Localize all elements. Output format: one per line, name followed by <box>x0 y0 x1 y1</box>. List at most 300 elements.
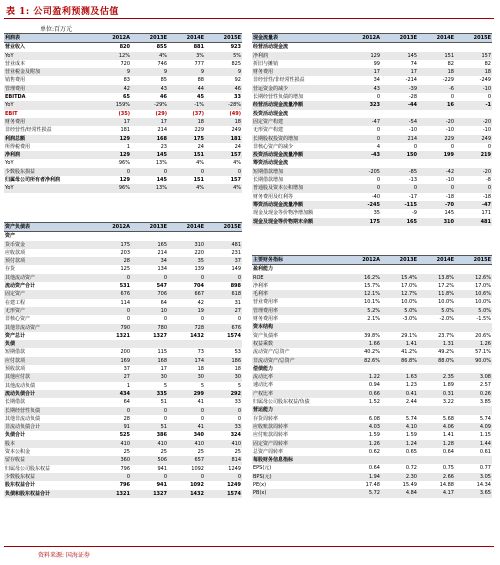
cell-value: 9 <box>205 68 242 76</box>
cell-value: 229 <box>194 127 204 134</box>
cell-value: 531 <box>119 283 130 290</box>
cell-value: 9 <box>94 68 131 76</box>
cell-value: (35) <box>118 110 130 117</box>
cell-value: 0 <box>450 94 454 101</box>
table-row <box>252 52 492 60</box>
cell-value <box>418 365 455 373</box>
row-label: 股本 <box>4 440 94 448</box>
table-title: 资产负债表 <box>4 223 94 232</box>
table-row <box>4 232 242 241</box>
cell-value: 17 <box>160 366 167 373</box>
row-label: 盈利能力 <box>253 266 274 273</box>
cell-value <box>455 323 492 331</box>
cell-value: -10 <box>408 127 417 134</box>
table-row <box>252 406 492 414</box>
cell-value: 13% <box>155 160 167 167</box>
cell-value: 0.62 <box>368 448 380 455</box>
cell-value: 145 <box>131 151 168 159</box>
cell-value: 1.94 <box>344 473 381 481</box>
cell-value: 0.77 <box>479 465 491 472</box>
cell-value: 12.1% <box>344 290 381 298</box>
cell-value: 4.17 <box>418 489 455 497</box>
row-label: 非核心资产 <box>5 316 31 323</box>
table-row <box>252 110 492 118</box>
cell-value: 3.85 <box>479 399 491 406</box>
cell-value: 200 <box>120 349 130 356</box>
table-row <box>252 68 492 76</box>
cell-value: 88.0% <box>418 357 455 365</box>
table-row <box>4 407 242 415</box>
row-label: 折旧与摊销 <box>253 60 279 67</box>
cell-value: 15.4% <box>381 274 418 282</box>
table-row <box>4 257 242 265</box>
cell-value: 28 <box>94 257 131 265</box>
row-label: YoY <box>4 184 94 192</box>
cell-value: 64 <box>123 399 130 406</box>
balance-sheet-panel <box>4 222 242 498</box>
year-header: 2012A <box>94 223 131 232</box>
row-label: 固定资产构建 <box>252 118 344 126</box>
table-row <box>4 398 242 406</box>
row-label: 应收账款周转率 <box>252 423 344 431</box>
row-label: 投资活动现金流 <box>253 110 289 117</box>
row-label: 现金及现金等价物净增加额 <box>253 210 314 217</box>
cell-value: 2.1% <box>367 316 380 323</box>
cell-value: 11.8% <box>418 290 455 298</box>
cell-value: 114 <box>120 299 130 306</box>
table-row <box>4 76 242 84</box>
row-label: 速动比率 <box>253 382 274 389</box>
row-label: 营运资金的减少 <box>252 85 344 93</box>
cell-value <box>455 265 492 274</box>
cell-value: -47 <box>455 201 492 209</box>
cell-value: 82.6% <box>344 357 381 365</box>
cell-value: 1.59 <box>368 432 380 439</box>
row-label: 流动比率 <box>252 373 344 381</box>
cell-value: 17.48 <box>365 482 380 489</box>
cell-value: 0 <box>200 316 204 323</box>
cell-value: 1 <box>126 143 130 150</box>
table-row <box>252 373 492 381</box>
table-row <box>4 290 242 298</box>
cell-value: 30 <box>131 373 168 381</box>
row-label: 净利润 <box>4 151 94 159</box>
cell-value <box>131 232 168 241</box>
table-row <box>252 135 492 143</box>
row-label: 在建工程 <box>5 299 26 306</box>
table-row <box>4 282 242 290</box>
cell-value: 91 <box>94 423 131 431</box>
cell-value: 10.0% <box>475 299 491 306</box>
table-row <box>252 168 492 176</box>
table-row <box>4 241 242 249</box>
table-title: 主要财务指标 <box>252 256 344 265</box>
cell-value: 525 <box>119 432 130 439</box>
cell-value: 2.35 <box>418 373 455 381</box>
cell-value: 37 <box>123 366 130 373</box>
row-label: 无形资产 <box>4 307 94 315</box>
cell-value: 199 <box>418 151 455 159</box>
cell-value: 941 <box>157 465 167 472</box>
cell-value: -115 <box>381 201 418 209</box>
cell-value: 145 <box>381 52 418 60</box>
table-row <box>252 282 492 290</box>
cell-value: 704 <box>193 283 204 290</box>
cell-value: -47 <box>344 118 381 126</box>
cell-value: 5 <box>200 382 204 389</box>
source-note: 资料来源: 国海证券 <box>38 552 90 559</box>
cell-value: 1.52 <box>368 399 380 406</box>
table-row <box>4 415 242 423</box>
row-label: 财务费用 <box>4 118 94 126</box>
row-label: 长期经营性负债 <box>4 407 94 415</box>
table-row <box>4 93 242 101</box>
cell-value <box>344 43 381 52</box>
cell-value: 92 <box>234 77 241 84</box>
cell-value: 35 <box>373 210 380 217</box>
cell-value: -40 <box>371 193 380 200</box>
year-header: 2014E <box>168 34 205 43</box>
row-label: 长期股权投资的增加 <box>252 135 344 143</box>
table-row <box>252 440 492 448</box>
cell-value: 25 <box>123 449 130 456</box>
cell-value: 83 <box>123 77 130 84</box>
table-row <box>4 365 242 373</box>
table-row <box>252 332 492 340</box>
cell-value: 42 <box>197 299 204 306</box>
table-row <box>4 431 242 439</box>
cell-value: 1321 <box>116 332 130 339</box>
cell-value: 46 <box>160 94 167 101</box>
cell-value: 410 <box>168 440 205 448</box>
balance-table <box>4 222 242 498</box>
cell-value <box>344 159 381 167</box>
cell-value: 15.7% <box>364 282 380 289</box>
table-row <box>252 151 492 159</box>
cell-value: 25 <box>197 449 204 456</box>
cell-value <box>205 340 242 348</box>
year-header: 2015E <box>455 256 492 265</box>
cell-value: 13.8% <box>418 274 455 282</box>
table-row <box>252 76 492 84</box>
cell-value: 27 <box>205 307 242 315</box>
cell-value: 175 <box>94 241 131 249</box>
cell-value: 720 <box>120 60 130 67</box>
cell-value: 410 <box>205 440 242 448</box>
cell-value: 676 <box>205 324 242 332</box>
cell-value <box>168 232 205 241</box>
cell-value: 1249 <box>227 482 241 489</box>
row-label: 所得税费用 <box>5 143 31 150</box>
cell-value: 4.06 <box>418 423 455 431</box>
table-row <box>4 101 242 109</box>
table-row <box>4 85 242 93</box>
cell-value: 41 <box>168 423 205 431</box>
cell-value: -17 <box>408 193 417 200</box>
cell-value: 0.64 <box>442 448 454 455</box>
table-row <box>252 481 492 489</box>
cell-value: 3% <box>168 52 205 60</box>
cell-value: 45 <box>197 94 204 101</box>
row-label: 负债和股东权益合计 <box>4 490 94 498</box>
cell-value <box>418 265 455 274</box>
cell-value <box>455 365 492 373</box>
cell-value: 820 <box>119 44 130 51</box>
cell-value: (29) <box>155 110 167 117</box>
cell-value: 2.57 <box>479 382 491 389</box>
cell-value: 5.2% <box>344 307 381 315</box>
row-label: 净利润 <box>252 52 344 60</box>
row-label: 股东权益合计 <box>5 482 36 489</box>
cell-value: 16 <box>418 101 455 109</box>
table-row <box>252 176 492 184</box>
cell-value: 18 <box>418 68 455 76</box>
table-row <box>4 423 242 431</box>
cell-value: 4% <box>168 184 205 192</box>
cell-value: 17 <box>344 68 381 76</box>
cell-value: 0 <box>126 316 130 323</box>
cell-value: (49) <box>229 110 241 117</box>
cell-value: 1.26 <box>455 340 492 348</box>
cell-value: -43 <box>344 151 381 159</box>
cell-value: 728 <box>168 324 205 332</box>
cell-value: -42 <box>418 168 455 176</box>
cell-value: 657 <box>168 456 205 464</box>
cell-value: 5.0% <box>455 307 492 315</box>
row-label: 管理费用率 <box>252 307 344 315</box>
cell-value: -18 <box>482 193 491 200</box>
row-label: 非经营性/经常性损益 <box>5 127 52 134</box>
table-row <box>4 390 242 398</box>
cell-value: 1.41 <box>381 340 418 348</box>
year-header: 2014E <box>168 223 205 232</box>
row-label: EBIT <box>5 110 18 117</box>
cell-value: 43 <box>344 85 381 93</box>
year-header: 2013E <box>131 34 168 43</box>
cell-value: 292 <box>205 390 242 398</box>
cell-value <box>344 110 381 118</box>
year-header: 2013E <box>381 256 418 265</box>
table-row <box>4 60 242 68</box>
cell-value: 1 <box>126 382 130 389</box>
row-label: 毛利率 <box>252 290 344 298</box>
cell-value <box>381 456 418 464</box>
cell-value: 139 <box>194 266 204 273</box>
cell-value: 4.09 <box>455 423 492 431</box>
cell-value: 0 <box>450 143 454 150</box>
cell-value: 231 <box>231 249 241 256</box>
table-row <box>252 201 492 209</box>
cell-value: 1574 <box>205 490 242 498</box>
row-label: 管理费用 <box>4 85 94 93</box>
row-label: 营业税金及附加 <box>4 68 94 76</box>
row-label: 长期借款 <box>5 399 26 406</box>
row-label: 净利率 <box>253 282 269 289</box>
cell-value: 27 <box>94 373 131 381</box>
cell-value: 99 <box>373 60 380 67</box>
table-row <box>4 490 242 498</box>
cell-value <box>455 406 492 414</box>
cell-value: 42 <box>94 85 131 93</box>
cell-value <box>455 159 492 167</box>
cell-value: 74 <box>410 60 417 67</box>
cell-value: 86.8% <box>381 357 418 365</box>
cell-value: 481 <box>205 241 242 249</box>
row-label: 负债合计 <box>5 432 26 439</box>
cell-value: 175 <box>168 135 205 143</box>
table-header-row <box>252 256 492 265</box>
cell-value: 9 <box>131 68 168 76</box>
cell-value: 5.74 <box>479 415 491 422</box>
row-label: 投资活动现金流量净额 <box>252 151 344 159</box>
cell-value: 17.0% <box>401 282 417 289</box>
cell-value: 41.2% <box>401 349 417 356</box>
table-row <box>4 118 242 126</box>
cell-value: 0 <box>344 135 381 143</box>
cell-value: 157 <box>205 151 242 159</box>
table-row <box>4 299 242 307</box>
row-label: 预付款项 <box>4 257 94 265</box>
cell-value: 229 <box>418 135 455 143</box>
cell-value: 115 <box>157 349 167 356</box>
cell-value: 340 <box>193 432 204 439</box>
cell-value: 0 <box>131 168 168 176</box>
row-label: 其他流动负债 <box>5 382 36 389</box>
row-label: 流动负债合计 <box>4 390 94 398</box>
row-label: YoY <box>5 160 14 167</box>
cell-value: 24 <box>234 143 241 150</box>
cell-value: 4.10 <box>381 423 418 431</box>
table-row <box>252 85 492 93</box>
cell-value: 150 <box>381 151 418 159</box>
cell-value: 0 <box>376 177 380 184</box>
cell-value: 145 <box>156 177 167 184</box>
cell-value: 12.7% <box>381 290 418 298</box>
cell-value: 410 <box>94 440 131 448</box>
table-row <box>252 307 492 315</box>
cell-value: 44 <box>168 85 205 93</box>
row-label: ROE <box>252 274 344 282</box>
cell-value <box>381 265 418 274</box>
row-label: 无形资产构建 <box>253 127 284 134</box>
cell-value: 0 <box>168 274 205 282</box>
cell-value: 10.0% <box>401 299 417 306</box>
cell-value: 0.94 <box>368 382 380 389</box>
cell-value <box>381 406 418 414</box>
cell-value: -3.0% <box>402 316 417 323</box>
cell-value: 181 <box>120 127 130 134</box>
cell-value: 17.2% <box>438 282 454 289</box>
cell-value: 0.66 <box>344 390 381 398</box>
cell-value: 13% <box>131 184 168 192</box>
cell-value: 12% <box>94 52 131 60</box>
cell-value: 0 <box>205 407 242 415</box>
cell-value: 174 <box>168 357 205 365</box>
page-title: 表 1: 公司盈利预测及估值 <box>6 7 119 17</box>
cell-value: 249 <box>231 127 241 134</box>
table-row <box>252 126 492 134</box>
cell-value: -2.0% <box>439 316 454 323</box>
cell-value: 706 <box>131 290 168 298</box>
cell-value: 18 <box>205 118 242 126</box>
cell-value: 1321 <box>94 490 131 498</box>
table-row <box>4 143 242 151</box>
table-row <box>4 357 242 365</box>
cell-value: 386 <box>156 432 167 439</box>
table-row <box>252 298 492 306</box>
row-label: 总资产周转率 <box>253 448 284 455</box>
cell-value: 1327 <box>131 490 168 498</box>
cell-value: 53 <box>234 349 241 356</box>
cell-value: 1.26 <box>344 440 381 448</box>
cell-value <box>344 456 381 464</box>
cell-value: 17 <box>131 118 168 126</box>
cell-value: 3.05 <box>455 473 492 481</box>
cell-value: -10 <box>455 85 492 93</box>
row-label: 负债 <box>4 340 94 348</box>
row-label: 营业收入 <box>5 44 26 51</box>
table-row <box>252 60 492 68</box>
table-row <box>4 52 242 60</box>
cell-value: 10.0% <box>438 299 454 306</box>
cell-value: 310 <box>168 241 205 249</box>
table-row <box>4 265 242 273</box>
row-label: 货币资金 <box>4 241 94 249</box>
row-label: 现金及现金等价物期末余额 <box>252 218 344 226</box>
cell-value: 51 <box>131 423 168 431</box>
cell-value: 4.84 <box>381 489 418 497</box>
cell-value: 18 <box>168 118 205 126</box>
cell-value: 34 <box>131 257 168 265</box>
row-label: 留存收益 <box>4 456 94 464</box>
cell-value: 34 <box>373 77 380 84</box>
cell-value: 64 <box>160 299 167 306</box>
cell-value: 5.0% <box>381 307 418 315</box>
cell-value: 1.28 <box>418 440 455 448</box>
row-label: 流动资产/总资产 <box>253 349 290 356</box>
cell-value: 12.6% <box>455 274 492 282</box>
year-header: 2014E <box>418 34 455 43</box>
table-header-row <box>252 34 492 43</box>
table-row <box>4 448 242 456</box>
row-label: 利润总额 <box>4 135 94 143</box>
table-row <box>252 159 492 167</box>
cell-value: 18 <box>197 366 204 373</box>
table-row <box>252 193 492 201</box>
table-row <box>4 382 242 390</box>
table-title: 利润表 <box>4 34 94 43</box>
table-row <box>252 93 492 101</box>
cell-value: 1.31 <box>418 340 455 348</box>
cell-value: 31 <box>234 299 241 306</box>
cell-value: 1.66 <box>344 340 381 348</box>
row-label: 归属母公司所有者净利润 <box>5 177 61 184</box>
year-header: 2015E <box>205 223 242 232</box>
table-row <box>4 348 242 356</box>
row-label: 流动资产合计 <box>5 283 36 290</box>
table-header-row <box>4 223 242 232</box>
table-row <box>4 340 242 348</box>
cell-value: 0 <box>205 274 242 282</box>
cell-value: 323 <box>344 101 381 109</box>
row-label: 应付账款周转率 <box>253 432 289 439</box>
cell-value <box>205 232 242 241</box>
row-label: 偿债能力 <box>253 365 274 372</box>
cell-value: 0 <box>237 316 241 323</box>
cell-value: 65 <box>123 94 130 101</box>
cell-value: 1.24 <box>381 440 418 448</box>
row-label: 每股财务信息指标 <box>252 456 344 464</box>
